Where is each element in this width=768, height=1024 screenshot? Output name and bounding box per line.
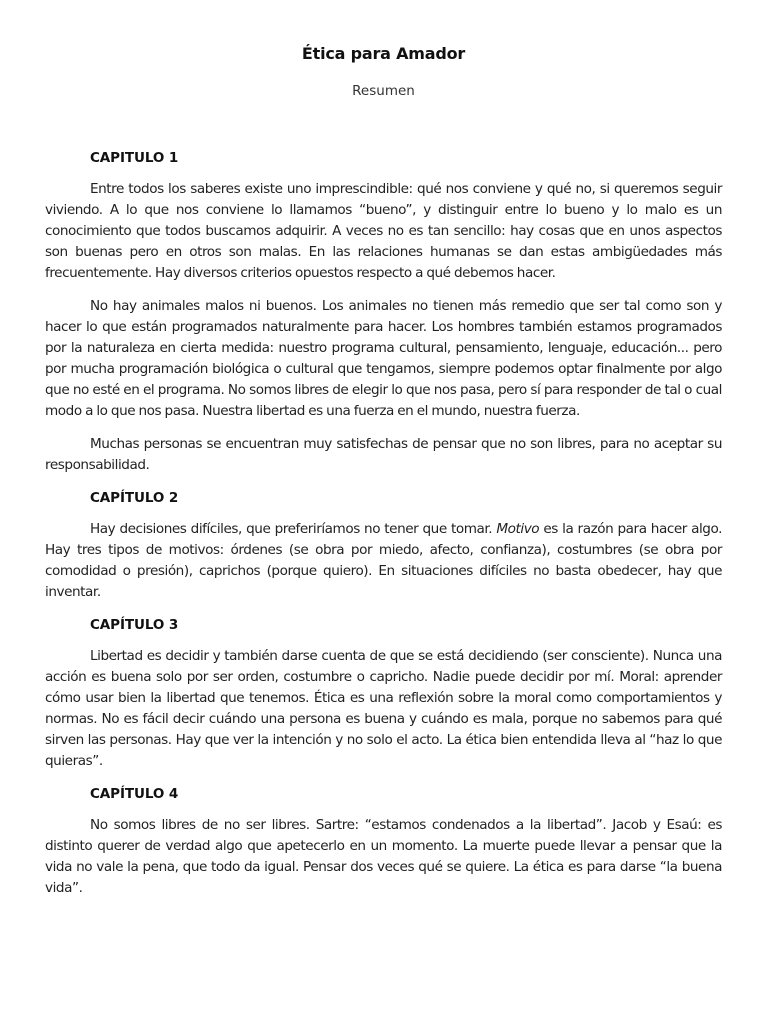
chapter-heading: CAPÍTULO 3 — [90, 617, 179, 633]
document-subtitle: Resumen — [352, 83, 415, 99]
paragraph: No hay animales malos ni buenos. Los animales no tienen más remedio que ser tal como son y hacer lo que están programados naturalmente para hacer. Los hombres también estamos programados por la naturaleza en cierta medida: nuestro programa cultural, pensamiento, lenguaje, educación... pero por mucha programación biológica o cultural que tengamos, siempre podemos optar finalmente por algo que no esté en el programa. No somos libres de elegir lo que nos pasa, pero sí para responder de tal o cual modo a lo que nos pasa. Nuestra libertad es una fuerza en el mundo, nuestra fuerza. — [45, 298, 722, 419]
paragraph — [45, 519, 722, 603]
paragraph: Libertad es decidir y también darse cuenta de que se está decidiendo (ser consciente). Nunca una acción es buena solo por ser orden, costumbre o capricho. Nadie puede decidir por mí. Moral: aprender cómo usar bien la libertad que tenemos. Ética es una reflexión sobre la moral como comportamientos y normas. No es fácil decir cuándo una persona es buena y cuándo es mala, porque no sabemos para qué sirven las personas. Hay que ver la intención y no solo el acto. La ética bien entendida lleva al “haz lo que quieras”. — [45, 648, 722, 769]
chapter-heading: CAPITULO 1 — [90, 150, 179, 166]
chapter-heading: CAPÍTULO 2 — [90, 490, 179, 506]
section-chapter-4 — [45, 784, 722, 899]
section-chapter-2 — [45, 488, 722, 603]
paragraph: No somos libres de no ser libres. Sartre: “estamos condenados a la libertad”. Jacob y Esaú: es distinto querer de verdad algo que apetecerlo en un momento. La muerte puede llevar a pensar que la vida no vale la pena, que todo da igual. Pensar dos veces qué se quiere. La ética es para darse “la buena vida”. — [45, 817, 722, 896]
section-chapter-1 — [45, 148, 722, 476]
paragraph: Entre todos los saberes existe uno imprescindible: qué nos conviene y qué no, si queremos seguir viviendo. A lo que nos conviene lo llamamos “bueno”, y distinguir entre lo bueno y lo malo es un conocimiento que todos buscamos adquirir. A veces no es tan sencillo: hay cosas que en unos aspectos son buenas pero en otros son malas. En las relaciones humanas se dan estas ambigüedades más frecuentemente. Hay diversos criterios opuestos respecto a qué debemos hacer. — [45, 181, 722, 281]
paragraph: Muchas personas se encuentran muy satisfechas de pensar que no son libres, para no aceptar su responsabilidad. — [45, 436, 722, 473]
section-chapter-3 — [45, 615, 722, 772]
document-title: Ética para Amador — [301, 44, 466, 63]
paragraph-text: Hay decisiones difíciles, que preferiríamos no tener que tomar. — [90, 521, 497, 537]
chapter-heading: CAPÍTULO 4 — [90, 786, 179, 802]
emphasized-term: Motivo — [496, 521, 540, 537]
paragraph-text: es la razón para hacer algo. Hay tres tipos de motivos: órdenes (se obra por miedo, afecto, confianza), costumbres (se obra por comodidad o presión), caprichos (porque quiero). En situaciones difíciles no basta obedecer, hay que inventar. — [45, 521, 722, 600]
document-body — [45, 148, 722, 911]
